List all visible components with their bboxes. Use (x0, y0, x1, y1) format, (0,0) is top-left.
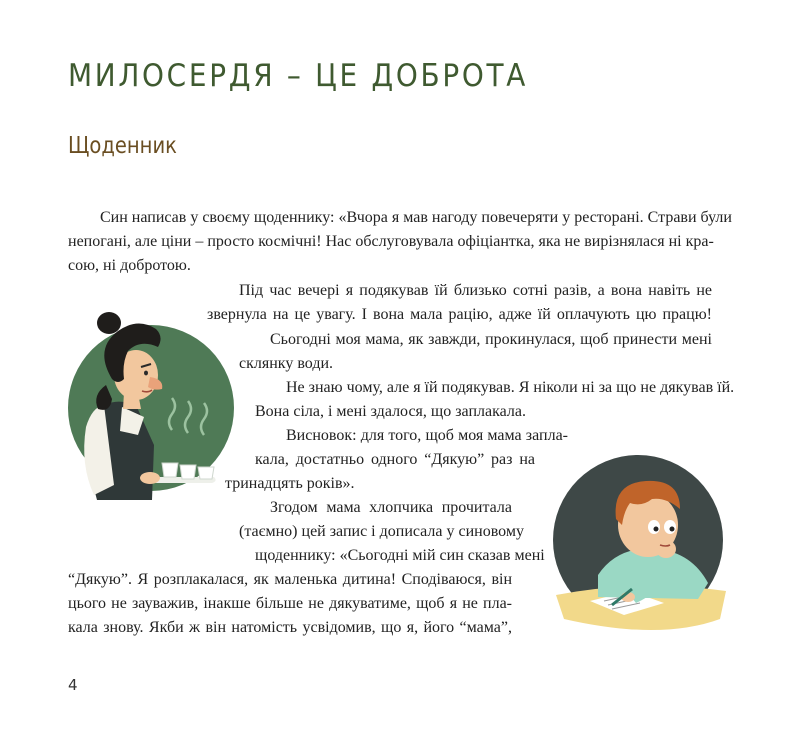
boy-illustration (538, 455, 738, 645)
text-line: Вона сіла, і мені здалося, що заплакала. (255, 403, 526, 420)
section-subtitle: Щоденник (68, 133, 177, 159)
text-line: цього не зауважив, інакше більше не дякуватиме, щоб я не пла- (68, 595, 512, 612)
text-line: “Дякую”. Я розплакалася, як маленька дитина! Сподіваюся, він (68, 571, 512, 588)
text-line: Син написав у своєму щоденнику: «Вчора я мав нагоду повечеряти у ресторані. Страви були (100, 209, 732, 226)
text-line: Сьогодні моя мама, як завжди, прокинулася, щоб принести мені (270, 331, 712, 348)
text-line: звернула на це увагу. І вона мала рацію, адже їй оплачують цю працю! (207, 306, 712, 323)
page-number: 4 (68, 676, 78, 694)
text-line: непогані, але ціни – просто космічні! Нас обслуговувала офіціантка, яка не вирізнялася ні кра- (68, 233, 714, 250)
text-line: Згодом мама хлопчика прочитала (270, 499, 512, 516)
text-line: Не знаю чому, але я їй подякував. Я ніколи ні за що не дякував їй. (286, 379, 735, 396)
waitress-illustration (64, 295, 234, 510)
text-line: склянку води. (239, 355, 334, 372)
text-line: Під час вечері я подякував їй близько сотні разів, а вона навіть не (239, 282, 712, 299)
text-line: сою, ні добротою. (68, 257, 191, 274)
page-title: МИЛОСЕРДЯ – ЦЕ ДОБРОТА (68, 58, 529, 94)
text-line: (таємно) цей запис і дописала у синовому (239, 523, 524, 540)
text-line: щоденнику: «Сьогодні мій син сказав мені (255, 547, 545, 564)
text-line: тринадцять років». (225, 475, 355, 492)
text-line: кала, достатньо одного “Дякую” раз на (255, 451, 535, 468)
text-line: кала знову. Якби ж він натомість усвідомив, що я, його “мама”, (68, 619, 512, 636)
text-line: Висновок: для того, щоб моя мама запла- (286, 427, 568, 444)
